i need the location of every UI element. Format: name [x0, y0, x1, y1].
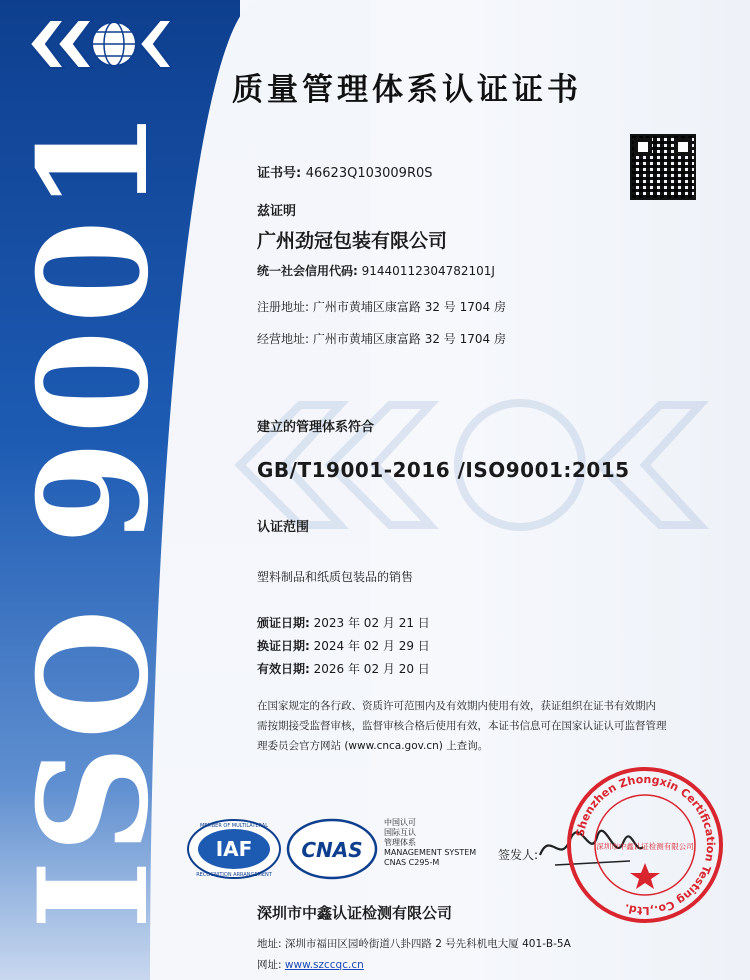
- cnas-line-2: 国际互认: [384, 828, 416, 837]
- footer-website-row: [257, 957, 364, 972]
- issue-date-label: 颁证日期:: [257, 616, 310, 630]
- cnas-text-block: [384, 818, 476, 868]
- scope-label: 认证范围: [257, 520, 310, 535]
- certificate-number-row: [257, 162, 433, 181]
- certificate-title: 质量管理体系认证证书: [232, 72, 582, 108]
- registered-address-row: [257, 298, 506, 315]
- standard-text: GB/T19001-2016 /ISO9001:2015: [257, 458, 630, 482]
- cnas-label: CNAS: [301, 838, 363, 862]
- credit-code-row: [257, 262, 495, 279]
- conform-label: 建立的管理体系符合: [257, 420, 375, 435]
- notice-line-1: 在国家规定的各行政、资质许可范围内及有效期内使用有效，获证组织在证书有效期内: [257, 700, 656, 712]
- credit-code-label: 统一社会信用代码:: [257, 264, 358, 278]
- credit-code: 91440112304782101J: [361, 264, 495, 278]
- cnas-line-4: MANAGEMENT SYSTEM: [384, 848, 477, 857]
- business-address-label: 经营地址:: [257, 332, 310, 346]
- certificate-number: 46623Q103009R0S: [305, 166, 433, 181]
- iaf-label: IAF: [215, 837, 253, 861]
- business-address: 广州市黄埔区康富路 32 号 1704 房: [312, 332, 506, 346]
- issuer-name: 深圳市中鑫认证检测有限公司: [257, 904, 453, 922]
- iaf-ring-bottom: RECOGNITION ARRANGEMENT: [196, 872, 272, 878]
- seal-ring-text: Shenzhen Zhongxin Certification Testing Co.,Ltd.: [573, 772, 718, 918]
- footer-address: 深圳市福田区园岭街道八卦四路 2 号先科机电大厦 401-B-5A: [284, 938, 571, 950]
- business-address-row: [257, 330, 506, 347]
- valid-date-label: 有效日期:: [257, 662, 310, 676]
- certify-label: 兹证明: [257, 204, 297, 219]
- renew-date-label: 换证日期:: [257, 639, 310, 653]
- qr-code-icon[interactable]: [630, 134, 696, 200]
- cnas-line-5: CNAS C295-M: [384, 858, 440, 867]
- issue-date: 2023 年 02 月 21 日: [313, 616, 430, 630]
- scope-text: 塑料制品和纸质包装品的销售: [257, 570, 414, 584]
- iaf-ring-top: MEMBER OF MULTILATERAL: [199, 823, 269, 829]
- registered-address: 广州市黄埔区康富路 32 号 1704 房: [312, 300, 506, 314]
- cnas-line-1: 中国认可: [384, 818, 416, 827]
- iaf-badge-icon: [186, 818, 282, 880]
- cnas-line-3: 管理体系: [384, 838, 416, 847]
- seal-inner-text: 深圳市中鑫认证检测有限公司: [596, 842, 694, 851]
- footer-address-row: [257, 936, 571, 951]
- renew-date: 2024 年 02 月 29 日: [313, 639, 430, 653]
- footer-website-link[interactable]: www.szccqc.cn: [284, 959, 364, 971]
- notice-paragraph: [257, 696, 667, 756]
- registered-address-label: 注册地址:: [257, 300, 310, 314]
- cqc-logo-icon: [22, 12, 172, 76]
- notice-line-2: 需按期接受监督审核，监督审核合格后使用有效，本证书信息可在国家认证认可监督管理: [257, 720, 667, 732]
- footer-website-label: 网址:: [257, 959, 282, 971]
- cnas-badge-icon: [286, 818, 378, 880]
- valid-date: 2026 年 02 月 20 日: [313, 662, 430, 676]
- issue-date-row: [257, 614, 430, 631]
- valid-date-row: [257, 660, 430, 677]
- renew-date-row: [257, 637, 430, 654]
- notice-line-3: 理委员会官方网站 (www.cnca.gov.cn) 上查询。: [257, 740, 489, 752]
- iso-9001-vertical-text: ISO 9001: [6, 103, 182, 930]
- company-name: 广州劲冠包装有限公司: [257, 230, 448, 252]
- footer-address-label: 地址:: [257, 938, 282, 950]
- signer-label: 签发人:: [498, 848, 539, 862]
- company-seal-icon: [565, 765, 725, 925]
- certificate-number-label: 证书号:: [257, 166, 302, 181]
